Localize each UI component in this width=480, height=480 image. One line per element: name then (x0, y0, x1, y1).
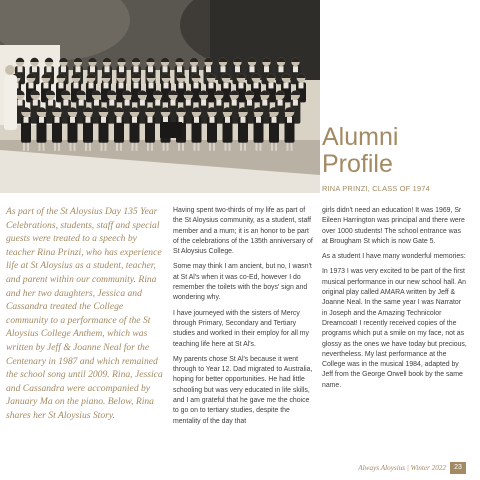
student-leg (23, 143, 25, 151)
student-collar (47, 66, 52, 72)
student-collar (209, 82, 214, 88)
student-collar (299, 82, 304, 88)
student-collar (119, 66, 124, 72)
student-collar (24, 117, 29, 123)
paragraph: As a student I have many wonderful memories: (322, 253, 466, 261)
student-leg (136, 143, 138, 151)
student-collar (134, 82, 139, 88)
student-collar (163, 117, 168, 123)
student-collar (186, 100, 191, 106)
student-collar (239, 82, 244, 88)
student-collar (179, 82, 184, 88)
student-collar (125, 100, 130, 106)
student-leg (39, 143, 41, 151)
paragraph: Having spent two-thirds of my life as part of the St Aloysius community, as a student, staff member and a mum; it is an honor to be part of the celebrations of the 135th anniversary of St Aloysius College. (173, 207, 313, 256)
student-collar (221, 66, 226, 72)
paragraph: girls didn't need an education! It was 1969, Sr Eileen Harrington was principal and there were over 1000 students! The school entrance was at Brougham St which is now Gate 5. (322, 207, 465, 245)
student-collar (44, 82, 49, 88)
student-collar (293, 66, 298, 72)
student-collar (247, 100, 252, 106)
student-leg (198, 143, 200, 151)
student-collar (278, 100, 283, 106)
intro-paragraph: As part of the St Aloysius Day 135 Year Celebrations, students, staff and special guests were treated to a speech by teacher Rina Prinzi, who has experience life at St Aloysius as a student, teacher, and parent within our community. Rina and her two daughters, Jessica and Cassandra treated the College community to a performance of the St Aloysius College Anthem, which was written by Jeff & Joanne Neal for the Centenary in 1987 and which remained the school song until 2009. Rina, Jessica and Cassandra were accompanied by January Ma on the piano. Below, Rina shares her St Aloysius Story. (6, 206, 163, 421)
student-collar (235, 66, 240, 72)
student-leg (147, 143, 149, 151)
student-leg (209, 143, 211, 151)
student-collar (254, 82, 259, 88)
student-collar (210, 117, 215, 123)
paragraph: In 1973 I was very excited to be part of the first musical performance in our new school hall. An original play called AMARA written by Jeff & Joanne Neal. In the same year I was Narrator in Joseph and the Amazing Technicolor Dreamcoat! I recently received copies of the programs which put a smile on my face, not as glossy as the ones we have today but precious, nevertheless. My last performance at the College was in the musical 1984, adapted by Jeff from the George Orwell book by the same name. (322, 268, 467, 389)
student-leg (89, 143, 91, 151)
student-collar (148, 117, 153, 123)
student-collar (29, 82, 34, 88)
student-collar (55, 117, 60, 123)
paragraph: I have journeyed with the sisters of Mercy through Primary, Secondary and Tertiary studies and worked in their employ for all my teaching life here at St Al's. (173, 309, 309, 348)
teacher-dress (4, 75, 17, 130)
student-leg (260, 143, 262, 151)
class-photo-image (0, 0, 320, 193)
student-leg (58, 143, 60, 151)
student-leg (287, 143, 289, 151)
title-line-2: Profile (322, 150, 393, 178)
student-collar (101, 117, 106, 123)
student-collar (206, 66, 211, 72)
student-leg (167, 143, 169, 151)
student-collar (32, 66, 37, 72)
student-collar (225, 117, 230, 123)
student-collar (287, 117, 292, 123)
student-collar (293, 100, 298, 106)
teacher-face (5, 65, 15, 75)
student-collar (79, 100, 84, 106)
student-collar (194, 82, 199, 88)
student-collar (119, 82, 124, 88)
student-collar (18, 66, 23, 72)
student-leg (85, 143, 87, 151)
student-leg (43, 143, 45, 151)
student-collar (192, 66, 197, 72)
student-leg (194, 143, 196, 151)
student-leg (271, 143, 273, 151)
student-collar (18, 100, 23, 106)
student-leg (101, 143, 103, 151)
student-collar (155, 100, 160, 106)
student-collar (232, 100, 237, 106)
student-leg (244, 143, 246, 151)
class-group-photo (0, 0, 320, 193)
student-collar (61, 66, 66, 72)
student-leg (213, 143, 215, 151)
student-collar (279, 66, 284, 72)
student-collar (250, 66, 255, 72)
class-sign (160, 122, 182, 138)
student-leg (178, 143, 180, 151)
student-collar (148, 66, 153, 72)
student-collar (171, 100, 176, 106)
student-collar (149, 82, 154, 88)
student-collar (90, 66, 95, 72)
student-collar (179, 117, 184, 123)
student-collar (164, 82, 169, 88)
page-title (322, 124, 472, 178)
student-leg (105, 143, 107, 151)
page-footer (300, 462, 480, 474)
student-leg (225, 143, 227, 151)
paragraph: Some may think I am ancient, but no, I wasn't at St Al's when it was co-Ed, however I do remember the toilets with the boys' sign and wondering why. (173, 263, 312, 302)
student-collar (241, 117, 246, 123)
student-collar (76, 66, 81, 72)
student-collar (194, 117, 199, 123)
student-leg (182, 143, 184, 151)
student-leg (116, 143, 118, 151)
student-collar (216, 100, 221, 106)
student-collar (59, 82, 64, 88)
student-collar (70, 117, 75, 123)
student-leg (27, 143, 29, 151)
student-collar (132, 117, 137, 123)
student-collar (256, 117, 261, 123)
student-leg (291, 143, 293, 151)
student-leg (163, 143, 165, 151)
student-collar (272, 117, 277, 123)
student-collar (177, 66, 182, 72)
student-collar (269, 82, 274, 88)
student-collar (262, 100, 267, 106)
student-leg (54, 143, 56, 151)
student-collar (39, 117, 44, 123)
student-leg (229, 143, 231, 151)
student-leg (240, 143, 242, 151)
student-leg (132, 143, 134, 151)
student-collar (224, 82, 229, 88)
student-collar (86, 117, 91, 123)
student-leg (275, 143, 277, 151)
student-collar (89, 82, 94, 88)
student-leg (120, 143, 122, 151)
paragraph: My parents chose St Al's because it went through to Year 12. Dad migrated to Australia, hoping for better opportunities. He had little schooling but was very educated in life skills, and I am grateful that he gave me the choice to go on to tertiary studies, despite the mentality of the day that (173, 355, 313, 425)
student-collar (104, 82, 109, 88)
student-collar (163, 66, 168, 72)
student-collar (201, 100, 206, 106)
student-leg (256, 143, 258, 151)
page-subtitle: RINA PRINZI, CLASS OF 1974 (322, 184, 430, 193)
title-line-1: Alumni (322, 123, 399, 151)
student-collar (117, 117, 122, 123)
student-leg (70, 143, 72, 151)
student-leg (74, 143, 76, 151)
student-collar (140, 100, 145, 106)
magazine-name: Always Aloysius | Winter 2022 (358, 464, 446, 472)
student-collar (109, 100, 114, 106)
body-column-3 (322, 206, 468, 396)
student-collar (74, 82, 79, 88)
student-collar (105, 66, 110, 72)
student-collar (284, 82, 289, 88)
student-collar (33, 100, 38, 106)
student-collar (134, 66, 139, 72)
student-leg (151, 143, 153, 151)
student-collar (264, 66, 269, 72)
body-column-2 (173, 206, 315, 432)
page-number: 23 (450, 462, 466, 474)
student-collar (63, 100, 68, 106)
student-collar (48, 100, 53, 106)
student-collar (94, 100, 99, 106)
